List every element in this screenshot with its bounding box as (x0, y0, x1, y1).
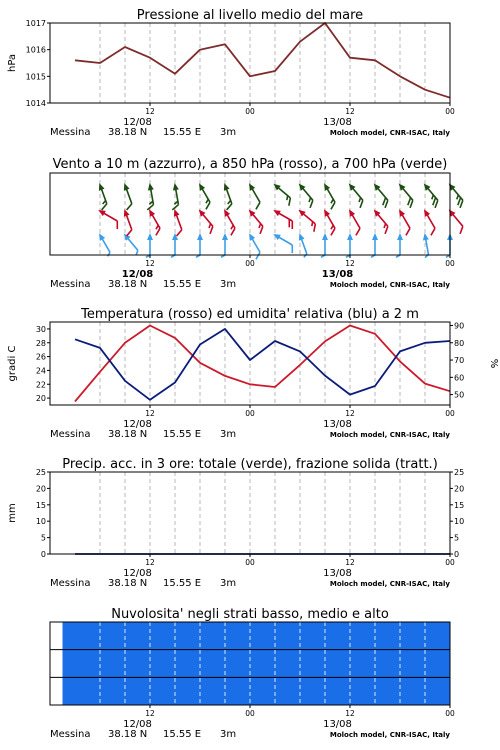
footer-station: Messina (50, 279, 91, 290)
footer-lat: 38.18 N (108, 578, 148, 589)
x-tick-label: 12 (145, 259, 155, 268)
footer-lat: 38.18 N (108, 127, 148, 138)
footer-credit: Moloch model, CNR-ISAC, Italy (329, 129, 450, 137)
x-tick-label: 12 (145, 709, 155, 718)
x-tick-label: 00 (445, 107, 455, 116)
panel-temperature (7, 307, 499, 440)
footer-lat: 38.18 N (108, 279, 148, 290)
x-tick-label: 12 (345, 709, 355, 718)
panel-precipitation (7, 457, 464, 589)
panel-title: Precip. acc. in 3 ore: totale (verde), frazione solida (tratt.) (62, 457, 438, 472)
x-tick-label: 00 (445, 709, 455, 718)
y-tick-label-right: 50 (454, 390, 465, 400)
y-tick-label-right: 60 (454, 373, 465, 383)
y-tick-label: 1016 (25, 45, 46, 55)
footer-lon: 15.55 E (163, 578, 202, 589)
x-date-label: 12/08 (123, 719, 152, 730)
x-tick-label: 12 (145, 107, 155, 116)
x-date-label: 13/08 (321, 269, 354, 280)
y-tick-label-right: 20 (454, 484, 465, 494)
cloud-cell-basso (438, 677, 451, 705)
panel-title: Pressione al livello medio del mare (136, 8, 364, 23)
x-tick-label: 12 (145, 558, 155, 567)
y-tick-label: 24 (35, 366, 46, 376)
x-tick-label: 12 (345, 259, 355, 268)
panel-title: Nuvolosita' negli strati basso, medio e alto (111, 607, 389, 622)
panel-title: Temperatura (rosso) ed umidita' relativa (blu) a 2 m (81, 307, 419, 322)
footer-station: Messina (50, 729, 91, 740)
y-tick-label-right: 0 (454, 550, 460, 559)
footer-elevation: 3m (220, 279, 237, 290)
y-tick-label-right: 10 (454, 517, 465, 527)
y-axis-label: gradi C (7, 345, 18, 382)
cloud-cell-medio (63, 650, 88, 678)
y-axis-label: mm (7, 503, 18, 523)
y-tick-label: 1017 (25, 19, 46, 28)
footer-lon: 15.55 E (163, 429, 202, 440)
y-tick-label: 22 (35, 380, 46, 390)
y-tick-label: 20 (35, 484, 46, 494)
x-tick-label: 12 (345, 558, 355, 567)
footer-station: Messina (50, 578, 91, 589)
x-tick-label: 00 (245, 107, 255, 116)
x-date-label: 13/08 (323, 419, 352, 430)
y-tick-label: 0 (40, 550, 46, 559)
x-date-label: 12/08 (121, 269, 154, 280)
x-tick-label: 00 (245, 558, 255, 567)
x-date-label: 13/08 (323, 719, 352, 730)
footer-elevation: 3m (220, 429, 237, 440)
footer-elevation: 3m (220, 729, 237, 740)
y-tick-label: 30 (35, 324, 46, 334)
footer-lat: 38.18 N (108, 729, 148, 740)
x-tick-label: 00 (245, 409, 255, 418)
footer-lon: 15.55 E (163, 729, 202, 740)
x-date-label: 13/08 (323, 117, 352, 128)
y-tick-label: 1015 (25, 72, 46, 82)
x-tick-label: 12 (345, 409, 355, 418)
x-tick-label: 12 (145, 409, 155, 418)
y-tick-label-right: 70 (454, 356, 465, 366)
y-tick-label-right: 25 (454, 468, 465, 477)
plot-area (50, 23, 450, 103)
x-date-label: 13/08 (323, 568, 352, 579)
y-axis-label-right: % (488, 358, 499, 369)
y-tick-label: 28 (35, 338, 46, 348)
panel-pressure (7, 8, 455, 138)
y-tick-label-right: 80 (454, 338, 465, 348)
cloud-cell-alto (63, 622, 88, 650)
x-tick-label: 00 (245, 709, 255, 718)
cloud-cell-basso (63, 677, 88, 705)
footer-lon: 15.55 E (163, 279, 202, 290)
y-tick-label: 5 (40, 533, 46, 543)
panel-cloud (50, 607, 455, 740)
y-tick-label-right: 90 (454, 321, 465, 331)
footer-credit: Moloch model, CNR-ISAC, Italy (329, 431, 450, 439)
y-tick-label: 10 (35, 517, 46, 527)
x-tick-label: 00 (445, 259, 455, 268)
x-date-label: 12/08 (123, 419, 152, 430)
plot-area (50, 472, 450, 554)
cloud-cell-medio (438, 650, 451, 678)
x-tick-label: 00 (445, 409, 455, 418)
footer-credit: Moloch model, CNR-ISAC, Italy (329, 580, 450, 588)
x-tick-label: 12 (345, 107, 355, 116)
x-date-label: 12/08 (123, 568, 152, 579)
footer-credit: Moloch model, CNR-ISAC, Italy (329, 281, 450, 289)
panel-title: Vento a 10 m (azzurro), a 850 hPa (rosso), a 700 hPa (verde) (52, 157, 448, 172)
x-date-label: 12/08 (123, 117, 152, 128)
y-tick-label: 1014 (25, 99, 46, 108)
y-tick-label-right: 5 (454, 533, 460, 543)
footer-lat: 38.18 N (108, 429, 148, 440)
y-tick-label: 15 (35, 500, 46, 510)
footer-station: Messina (50, 127, 91, 138)
y-tick-label: 25 (35, 468, 46, 477)
footer-station: Messina (50, 429, 91, 440)
y-tick-label: 26 (35, 352, 46, 362)
y-tick-label-right: 15 (454, 500, 465, 510)
footer-credit: Moloch model, CNR-ISAC, Italy (329, 731, 450, 739)
footer-lon: 15.55 E (163, 127, 202, 138)
footer-elevation: 3m (220, 578, 237, 589)
cloud-cell-alto (438, 622, 451, 650)
x-tick-label: 00 (245, 259, 255, 268)
footer-elevation: 3m (220, 127, 237, 138)
x-tick-label: 00 (445, 558, 455, 567)
y-tick-label: 20 (35, 394, 46, 404)
y-axis-label: hPa (7, 53, 18, 73)
panel-wind (50, 157, 468, 290)
